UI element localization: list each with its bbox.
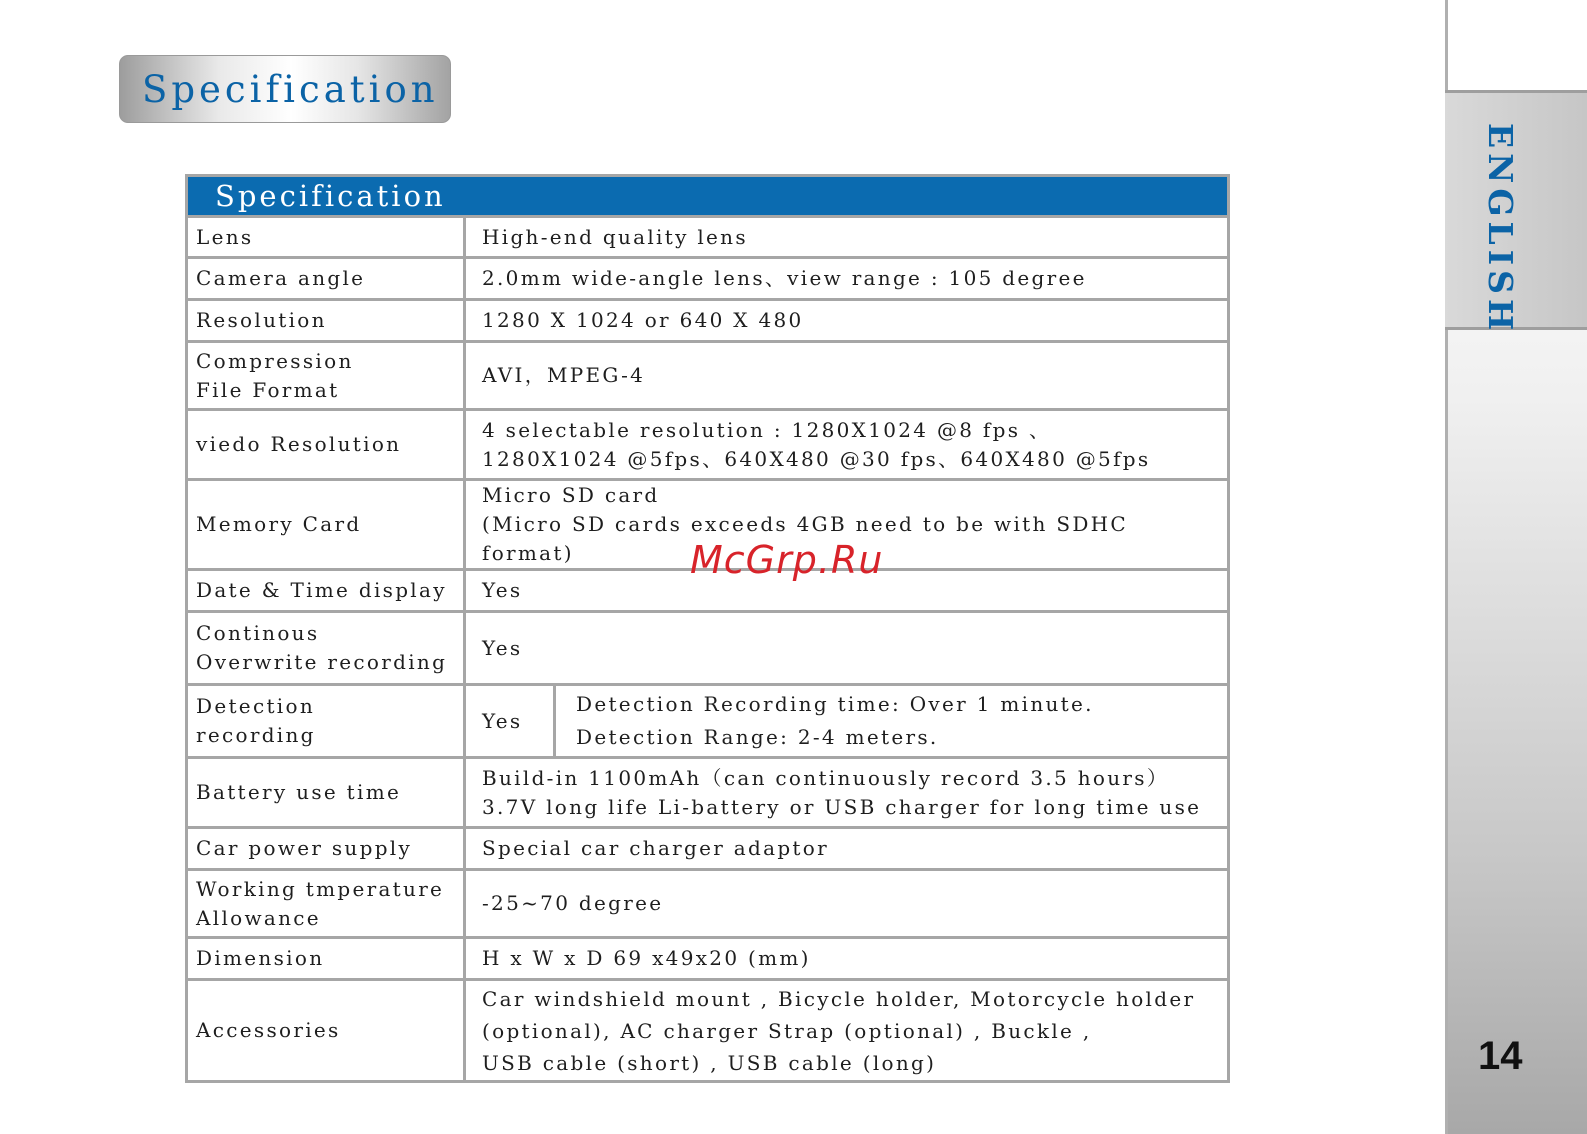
spec-detail-line: Detection Recording time: Over 1 minute. <box>576 692 1094 716</box>
spec-label-line: Lens <box>196 224 254 249</box>
spec-value <box>465 300 1229 342</box>
spec-label-line: Resolution <box>196 308 327 332</box>
spec-value-line: 1280 X 1024 or 640 X 480 <box>482 308 804 332</box>
page-number: 14 <box>1478 1034 1523 1078</box>
spec-row <box>187 870 1229 938</box>
spec-value <box>465 342 1229 410</box>
spec-value-line: Micro SD card <box>482 483 660 507</box>
spec-label-line: Compression <box>196 348 354 373</box>
spec-value-line: Build-in 1100mAh（can continuously record 3.5 hours） <box>482 765 1170 790</box>
spec-label <box>187 938 465 980</box>
spec-label-line: Overwrite recording <box>196 650 448 674</box>
spec-value <box>465 410 1229 480</box>
spec-value-line: Yes <box>482 578 523 602</box>
spec-label-line: Dimension <box>196 946 325 970</box>
spec-value <box>465 938 1229 980</box>
spec-value <box>465 870 1229 938</box>
spec-table-header: Specification <box>187 176 1229 217</box>
spec-value-line: 1280X1024 @5fps、640X480 @30 fps、640X480 @5fps <box>482 446 1151 471</box>
spec-value-line: 4 selectable resolution : 1280X1024 @8 fps 、 <box>482 417 1052 442</box>
spec-label-line: Camera angle <box>196 266 366 290</box>
spec-row <box>187 258 1229 300</box>
spec-row <box>187 685 1229 758</box>
language-label: ENGLISH <box>1481 123 1520 336</box>
spec-value-line: 3.7V long life Li-battery or USB charger for long time use <box>482 794 1202 819</box>
spec-value-line: Yes <box>482 635 523 660</box>
spec-value-line: High-end quality lens <box>482 224 748 249</box>
spec-value <box>465 828 1229 870</box>
spec-label <box>187 300 465 342</box>
spec-value-line: H x W x D 69 x49x20 (mm) <box>482 946 811 970</box>
spec-row <box>187 300 1229 342</box>
spec-row <box>187 410 1229 480</box>
spec-label-line: Continous <box>196 621 320 645</box>
page-title-badge <box>119 55 451 123</box>
spec-value-line: Special car charger adaptor <box>482 836 829 860</box>
spec-value-line: (Micro SD cards exceeds 4GB need to be with SDHC format) <box>482 512 1129 565</box>
spec-row <box>187 828 1229 870</box>
spec-label <box>187 342 465 410</box>
spec-label-line: viedo Resolution <box>196 432 402 456</box>
spec-value <box>465 980 1229 1082</box>
spec-row <box>187 758 1229 828</box>
spec-value <box>465 685 555 758</box>
spec-label <box>187 570 465 612</box>
spec-detail-line: Detection Range: 2-4 meters. <box>576 725 939 749</box>
spec-label <box>187 480 465 570</box>
spec-value-line: -25~70 degree <box>482 891 664 915</box>
spec-value <box>465 258 1229 300</box>
side-panel-top-cover <box>1445 0 1587 90</box>
spec-label <box>187 870 465 938</box>
spec-row <box>187 938 1229 980</box>
spec-row <box>187 342 1229 410</box>
spec-label-line: File Format <box>196 377 340 402</box>
spec-value <box>465 612 1229 685</box>
watermark: McGrp.Ru <box>690 538 884 582</box>
spec-label <box>187 410 465 480</box>
spec-value-line: AVI，MPEG-4 <box>482 363 646 387</box>
spec-value-line: USB cable (short) , USB cable (long) <box>482 1050 937 1075</box>
spec-label <box>187 758 465 828</box>
spec-label-line: Battery use time <box>196 780 402 804</box>
spec-label-line: Allowance <box>196 905 321 930</box>
spec-value-line: Car windshield mount , Bicycle holder, Motorcycle holder <box>482 986 1196 1011</box>
spec-value-line: Yes <box>482 708 523 733</box>
spec-row <box>187 217 1229 258</box>
spec-value-line: (optional), AC charger Strap (optional) , Buckle , <box>482 1018 1092 1043</box>
spec-label-line: Detection <box>196 694 316 718</box>
spec-label-line: Date & Time display <box>196 578 447 602</box>
spec-label-line: Memory Card <box>196 512 362 536</box>
spec-table <box>185 174 1230 1083</box>
spec-label-line: Car power supply <box>196 836 413 860</box>
spec-label <box>187 217 465 258</box>
spec-table-header-row <box>187 176 1229 217</box>
spec-detail <box>555 685 1229 758</box>
spec-label-line: Accessories <box>196 1018 341 1042</box>
spec-label <box>187 980 465 1082</box>
spec-label <box>187 685 465 758</box>
spec-label <box>187 258 465 300</box>
spec-label <box>187 612 465 685</box>
page-title: Specification <box>142 67 439 111</box>
spec-label-line: recording <box>196 723 316 747</box>
spec-value <box>465 217 1229 258</box>
spec-label-line: Working tmperature <box>196 876 445 901</box>
spec-label <box>187 828 465 870</box>
spec-row <box>187 612 1229 685</box>
spec-value-line: 2.0mm wide-angle lens、view range : 105 degree <box>482 266 1087 290</box>
spec-value <box>465 758 1229 828</box>
spec-row <box>187 980 1229 1082</box>
